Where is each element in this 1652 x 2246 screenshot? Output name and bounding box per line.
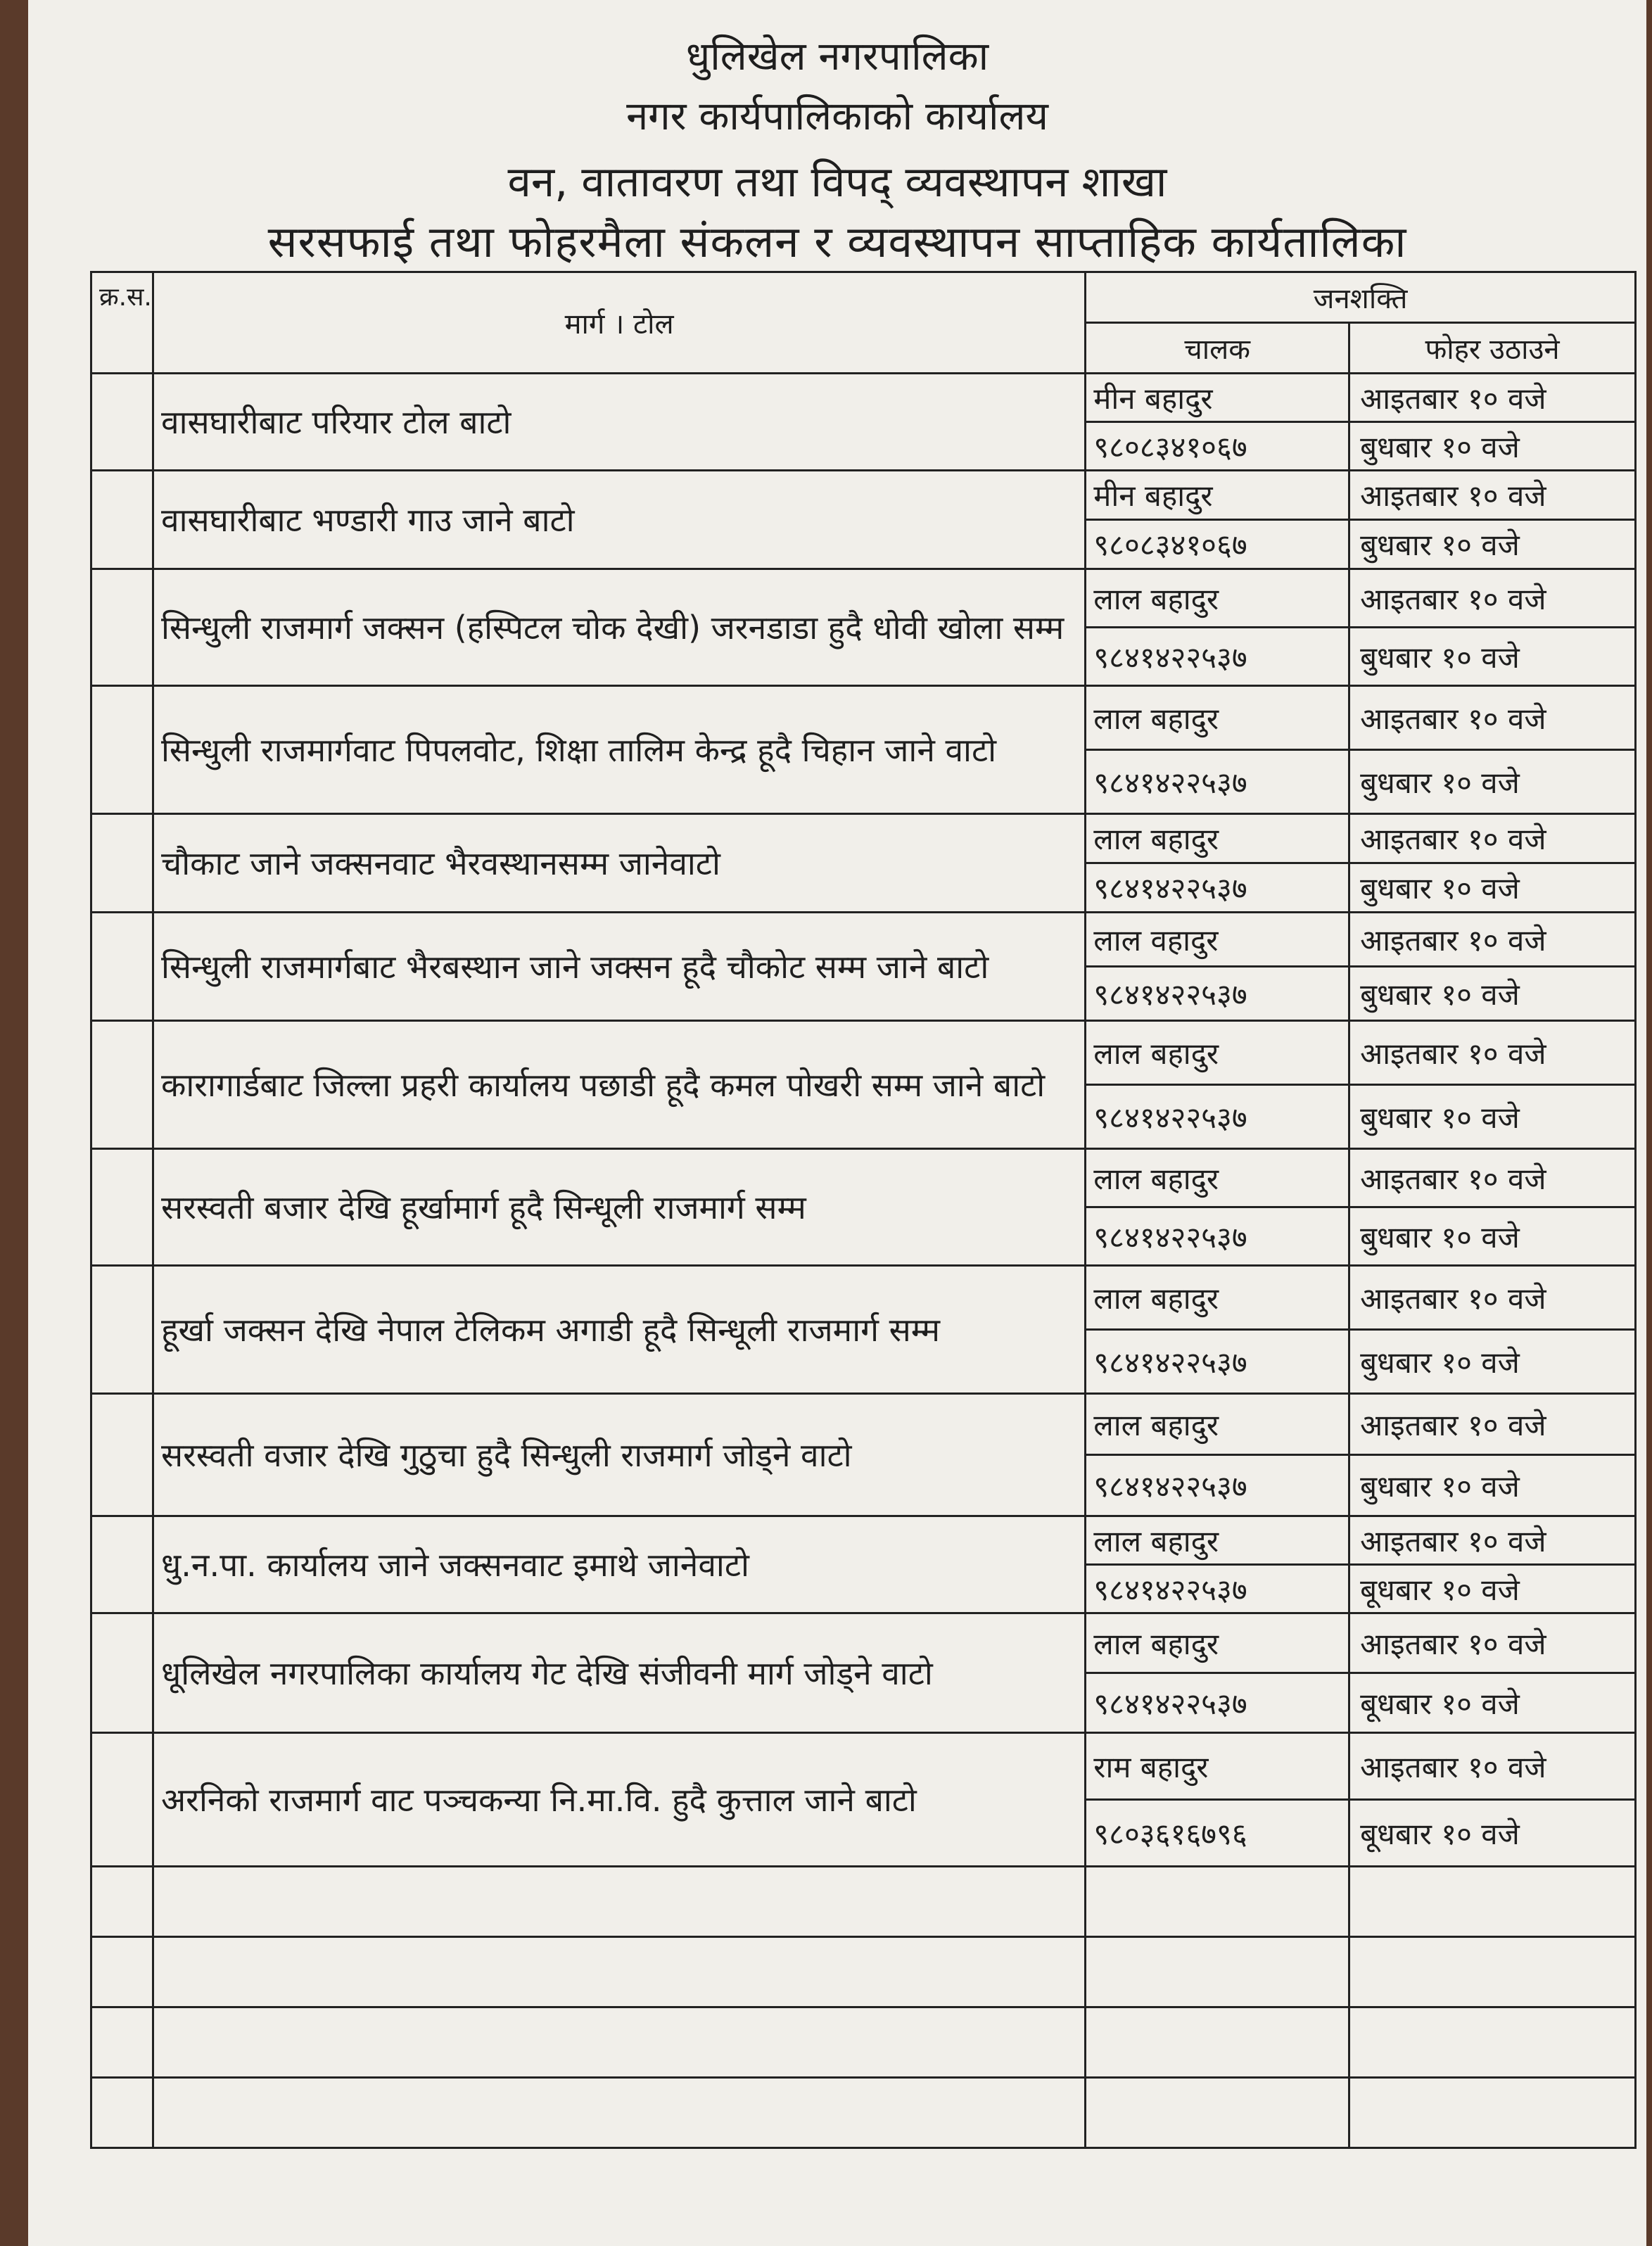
header-pickup: फोहर उठाउने xyxy=(1349,323,1636,374)
table-row xyxy=(91,1266,1636,1330)
header-manpower: जनशक्ति xyxy=(1086,272,1636,323)
driver-phone-cell: ९८४१४२२५३७ xyxy=(1086,967,1349,1021)
serial-cell xyxy=(91,1733,153,1867)
pickup-day1-cell: आइतबार १० वजे xyxy=(1349,1394,1636,1455)
driver-name-cell: लाल बहादुर xyxy=(1086,1394,1349,1455)
pickup-day1-cell: आइतबार १० वजे xyxy=(1349,569,1636,628)
pickup-day1-cell: आइतबार १० वजे xyxy=(1349,1733,1636,1800)
serial-cell xyxy=(91,1149,153,1266)
table-row xyxy=(91,686,1636,750)
driver-phone-cell: ९८४१४२२५३७ xyxy=(1086,1455,1349,1516)
road-cell: धु.न.पा. कार्यालय जाने जक्सनवाट इमाथे जानेवाटो xyxy=(153,1516,1086,1613)
serial-cell xyxy=(91,686,153,814)
table-row xyxy=(91,374,1636,422)
pickup-day1-cell: आइतबार १० वजे xyxy=(1349,1516,1636,1565)
empty-row xyxy=(91,2007,1636,2078)
road-cell: कारागार्डबाट जिल्ला प्रहरी कार्यालय पछाडी हूदै कमल पोखरी सम्म जाने बाटो xyxy=(153,1021,1086,1149)
empty-row xyxy=(91,1867,1636,1937)
table-row xyxy=(91,471,1636,520)
driver-name-cell: लाल वहादुर xyxy=(1086,913,1349,967)
driver-name-cell: मीन बहादुर xyxy=(1086,374,1349,422)
driver-name-cell: राम बहादुर xyxy=(1086,1733,1349,1800)
driver-name-cell: लाल बहादुर xyxy=(1086,1516,1349,1565)
pickup-day2-cell: बूधबार १० वजे xyxy=(1349,1565,1636,1613)
road-cell: सिन्धुली राजमार्गबाट भैरबस्थान जाने जक्सन हूदै चौकोट सम्म जाने बाटो xyxy=(153,913,1086,1021)
pickup-day2-cell: बुधबार १० वजे xyxy=(1349,1207,1636,1266)
schedule-table xyxy=(90,271,1637,2149)
table-row xyxy=(91,814,1636,863)
pickup-day1-cell: आइतबार १० वजे xyxy=(1349,1149,1636,1207)
road-cell: धूलिखेल नगरपालिका कार्यालय गेट देखि संजीवनी मार्ग जोड्ने वाटो xyxy=(153,1613,1086,1733)
driver-name-cell: लाल बहादुर xyxy=(1086,686,1349,750)
header-driver: चालक xyxy=(1086,323,1349,374)
serial-cell xyxy=(91,1266,153,1394)
pickup-day1-cell: आइतबार १० वजे xyxy=(1349,1266,1636,1330)
driver-phone-cell: ९८४१४२२५३७ xyxy=(1086,1330,1349,1394)
pickup-day1-cell: आइतबार १० वजे xyxy=(1349,913,1636,967)
driver-phone-cell: ९८४१४२२५३७ xyxy=(1086,628,1349,686)
road-cell: वासघारीबाट परियार टोल बाटो xyxy=(153,374,1086,471)
pickup-day2-cell: बुधबार १० वजे xyxy=(1349,422,1636,471)
serial-cell xyxy=(91,374,153,471)
driver-name-cell: लाल बहादुर xyxy=(1086,1266,1349,1330)
empty-row xyxy=(91,2078,1636,2148)
pickup-day2-cell: बुधबार १० वजे xyxy=(1349,1085,1636,1149)
serial-cell xyxy=(91,1021,153,1149)
table-row xyxy=(91,1613,1636,1673)
header-road: मार्ग । टोल xyxy=(153,272,1086,374)
municipality-name: धुलिखेल नगरपालिका xyxy=(685,34,989,80)
road-cell: चौकाट जाने जक्सनवाट भैरवस्थानसम्म जानेवाटो xyxy=(153,814,1086,913)
pickup-day1-cell: आइतबार १० वजे xyxy=(1349,1613,1636,1673)
driver-name-cell: लाल बहादुर xyxy=(1086,569,1349,628)
serial-cell xyxy=(91,471,153,569)
serial-cell xyxy=(91,1394,153,1516)
driver-name-cell: मीन बहादुर xyxy=(1086,471,1349,520)
serial-cell xyxy=(91,1516,153,1613)
pickup-day2-cell: बुधबार १० वजे xyxy=(1349,967,1636,1021)
empty-row xyxy=(91,1937,1636,2007)
road-cell: हूर्खा जक्सन देखि नेपाल टेलिकम अगाडी हूदै सिन्धूली राजमार्ग सम्म xyxy=(153,1266,1086,1394)
road-cell: सिन्धुली राजमार्ग जक्सन (हस्पिटल चोक देखी) जरनडाडा हुदै धोवी खोला सम्म xyxy=(153,569,1086,686)
driver-phone-cell: ९८४१४२२५३७ xyxy=(1086,750,1349,814)
pickup-day1-cell: आइतबार १० वजे xyxy=(1349,471,1636,520)
road-cell: सरस्वती वजार देखि गुठुचा हुदै सिन्धुली राजमार्ग जोड्ने वाटो xyxy=(153,1394,1086,1516)
pickup-day1-cell: आइतबार १० वजे xyxy=(1349,374,1636,422)
driver-phone-cell: ९८४१४२२५३७ xyxy=(1086,1673,1349,1733)
pickup-day2-cell: बूधबार १० वजे xyxy=(1349,1673,1636,1733)
table-row xyxy=(91,1394,1636,1455)
driver-name-cell: लाल बहादुर xyxy=(1086,1613,1349,1673)
table-row xyxy=(91,1149,1636,1207)
driver-name-cell: लाल बहादुर xyxy=(1086,1021,1349,1085)
pickup-day2-cell: बूधबार १० वजे xyxy=(1349,1800,1636,1867)
driver-phone-cell: ९८०८३४१०६७ xyxy=(1086,520,1349,569)
serial-cell xyxy=(91,1613,153,1733)
table-row xyxy=(91,913,1636,967)
serial-cell xyxy=(91,814,153,913)
driver-phone-cell: ९८४१४२२५३७ xyxy=(1086,1565,1349,1613)
driver-phone-cell: ९८४१४२२५३७ xyxy=(1086,863,1349,913)
road-cell: अरनिको राजमार्ग वाट पञ्चकन्या नि.मा.वि. हुदै कुत्ताल जाने बाटो xyxy=(153,1733,1086,1867)
section-name: वन, वातावरण तथा विपद् व्यवस्थापन शाखा xyxy=(507,158,1167,207)
office-name: नगर कार्यपालिकाको कार्यालय xyxy=(626,94,1048,139)
pickup-day2-cell: बुधबार १० वजे xyxy=(1349,520,1636,569)
table-row xyxy=(91,1516,1636,1565)
header-serial: क्र.स. xyxy=(91,272,153,374)
pickup-day2-cell: बुधबार १० वजे xyxy=(1349,750,1636,814)
table-row xyxy=(91,569,1636,628)
driver-phone-cell: ९८४१४२२५३७ xyxy=(1086,1207,1349,1266)
document-page xyxy=(28,0,1646,2246)
pickup-day1-cell: आइतबार १० वजे xyxy=(1349,1021,1636,1085)
serial-cell xyxy=(91,569,153,686)
schedule-body xyxy=(91,374,1636,2148)
driver-phone-cell: ९८०८३४१०६७ xyxy=(1086,422,1349,471)
pickup-day1-cell: आइतबार १० वजे xyxy=(1349,814,1636,863)
road-cell: सिन्धुली राजमार्गवाट पिपलवोट, शिक्षा तालिम केन्द्र हूदै चिहान जाने वाटो xyxy=(153,686,1086,814)
table-row xyxy=(91,1021,1636,1085)
serial-cell xyxy=(91,913,153,1021)
driver-phone-cell: ९८४१४२२५३७ xyxy=(1086,1085,1349,1149)
road-cell: वासघारीबाट भण्डारी गाउ जाने बाटो xyxy=(153,471,1086,569)
driver-phone-cell: ९८०३६१६७९६ xyxy=(1086,1800,1349,1867)
road-cell: सरस्वती बजार देखि हूर्खामार्ग हूदै सिन्धूली राजमार्ग सम्म xyxy=(153,1149,1086,1266)
document-title: सरसफाई तथा फोहरमैला संकलन र व्यवस्थापन साप्ताहिक कार्यतालिका xyxy=(267,216,1407,267)
pickup-day2-cell: बुधबार १० वजे xyxy=(1349,628,1636,686)
table-row xyxy=(91,1733,1636,1800)
driver-name-cell: लाल बहादुर xyxy=(1086,1149,1349,1207)
pickup-day2-cell: बुधबार १० वजे xyxy=(1349,1455,1636,1516)
driver-name-cell: लाल बहादुर xyxy=(1086,814,1349,863)
pickup-day1-cell: आइतबार १० वजे xyxy=(1349,686,1636,750)
pickup-day2-cell: बुधबार १० वजे xyxy=(1349,863,1636,913)
pickup-day2-cell: बुधबार १० वजे xyxy=(1349,1330,1636,1394)
